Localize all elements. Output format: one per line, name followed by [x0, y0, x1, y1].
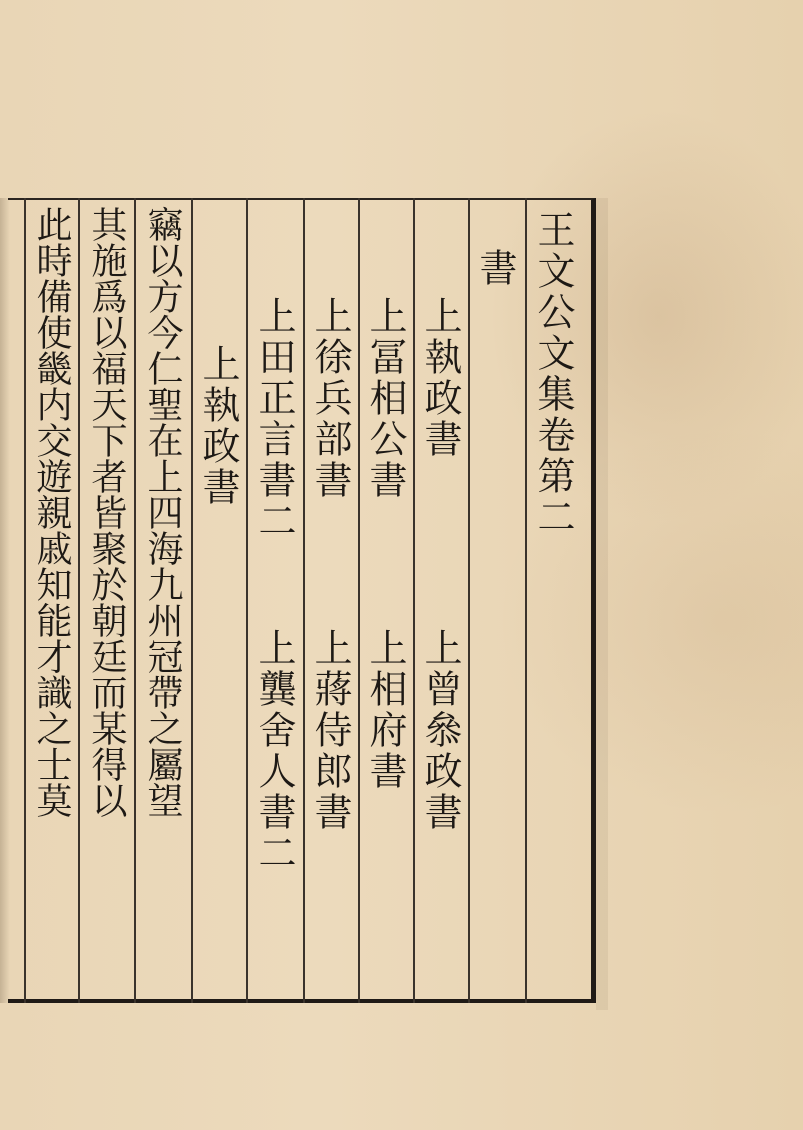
column-rule [134, 198, 136, 1003]
column-rule [468, 198, 470, 1003]
category-heading: 書 [473, 248, 517, 289]
toc-entry: 上龔舍人書二 [252, 628, 296, 874]
column-rule [78, 198, 80, 1003]
essay-heading: 上執政書 [196, 344, 240, 508]
body-line: 其施爲以福天下者皆聚於朝廷而某得以 [86, 206, 127, 818]
toc-entry: 上蔣侍郎書 [308, 628, 352, 833]
body-line: 竊以方今仁聖在上四海九州冠帶之屬望 [142, 206, 183, 818]
body-line: 此時備使畿内交遊親戚知能才識之士莫 [31, 206, 72, 818]
toc-entry: 上田正言書二 [252, 296, 296, 542]
frame-shadow [596, 198, 608, 1010]
toc-entry: 上徐兵部書 [308, 296, 352, 501]
toc-entry: 上冨相公書 [363, 296, 407, 501]
column-rule [191, 198, 193, 1003]
volume-title: 王文公文集卷第二 [531, 210, 575, 538]
toc-entry: 上曾叅政書 [418, 628, 462, 833]
toc-entry: 上執政書 [418, 296, 462, 460]
column-rule [525, 198, 527, 1003]
toc-entry: 上相府書 [363, 628, 407, 792]
column-rule [246, 198, 248, 1003]
